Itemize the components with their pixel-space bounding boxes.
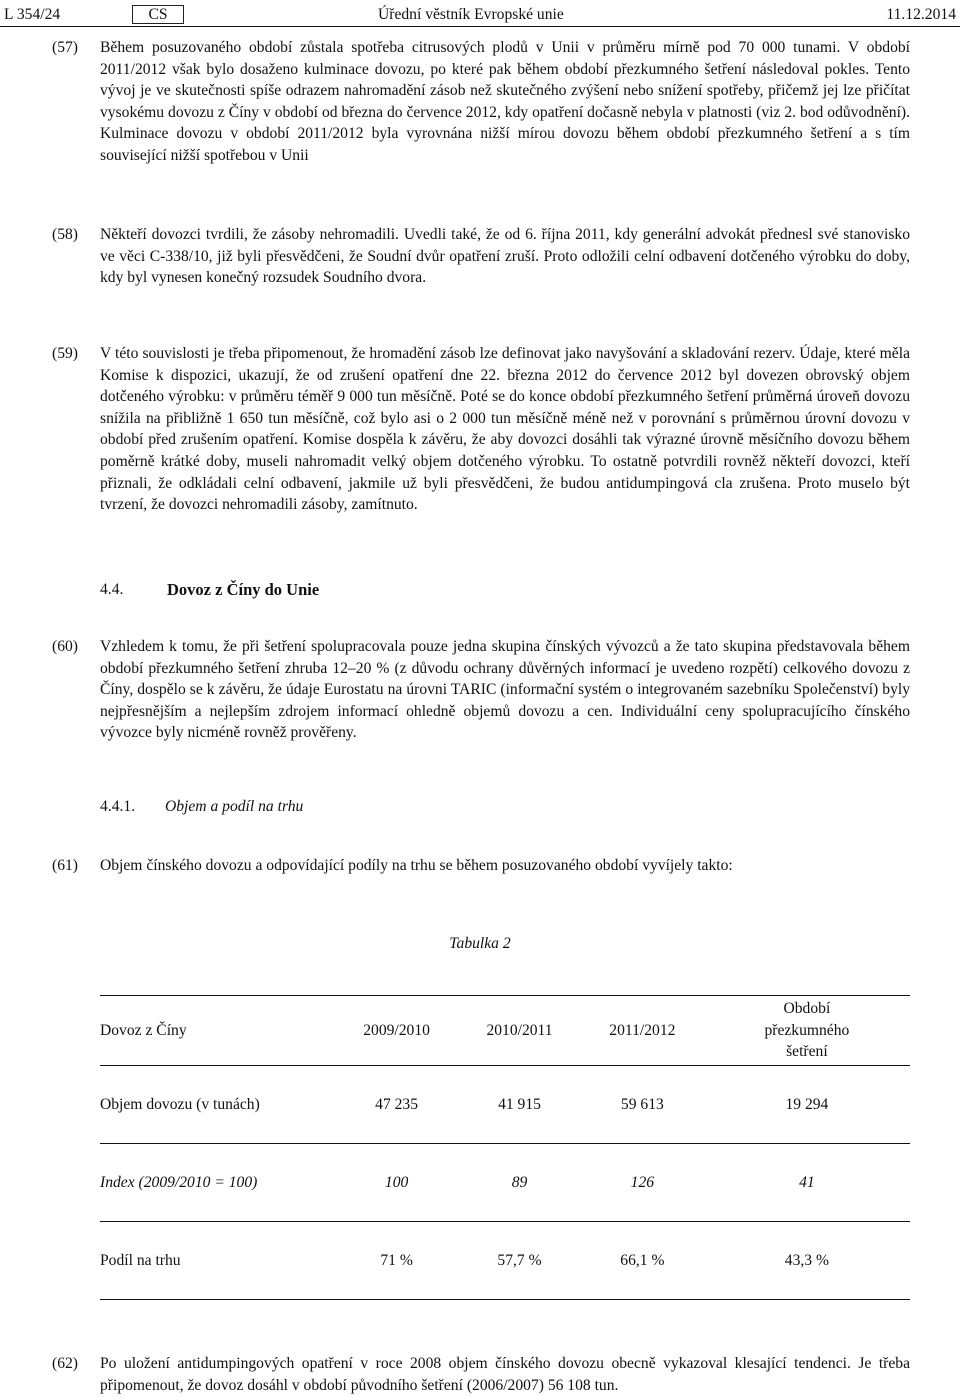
table-cell: 19 294 [704, 1066, 910, 1144]
table-header-cell: Dovoz z Číny [100, 996, 335, 1066]
table-cell: 126 [581, 1144, 704, 1222]
table-cell: 66,1 % [581, 1222, 704, 1300]
table-cell: 47 235 [335, 1066, 458, 1144]
table-header-cell: Období přezkumného šetření [704, 996, 910, 1066]
table-cell: Podíl na trhu [100, 1222, 335, 1300]
section-title: Dovoz z Číny do Unie [167, 580, 320, 599]
paragraph-number: (58) [52, 226, 78, 243]
paragraph-number: (60) [52, 638, 78, 655]
table-caption: Tabulka 2 [449, 935, 511, 952]
table-cell: 57,7 % [458, 1222, 581, 1300]
table-header-cell: 2011/2012 [581, 996, 704, 1066]
section-number: 4.4.1. [100, 798, 136, 815]
table-cell: 89 [458, 1144, 581, 1222]
page-header [0, 4, 960, 26]
table-header-row [100, 996, 910, 1066]
paragraph-text: Po uložení antidumpingových opatření v roce 2008 objem čínského dovozu obecně vykazoval klesající tendenci. Je třeba připomenout, že dovoz dosáhl v období původního šetření (2006/2007) 56 108 tun. [100, 1355, 910, 1394]
paragraph-number: (57) [52, 39, 78, 56]
paragraph-text: Během posuzovaného období zůstala spotřeba citrusových plodů v Unii v průměru mírně pod 70 000 tunami. V období 2011/2012 však bylo dosaženo kulminace dovozu, po které pak během období přezkumného šetření následoval pokles. Tento vývoj je ve skutečnosti spíše odrazem nahromadění zásob než skutečného zvýšení nebo snížení spotřeby, přičemž jej lze přičítat vysokému dovozu z Číny v období od března do července 2012, kdy opatření dočasně nebyla v platnosti (viz 2. bod odůvodnění). Kulminace dovozu v období 2011/2012 byla vyrovnána nižší mírou dovozu během období přezkumného šetření a s tím související nižší spotřebou v Unii [100, 39, 910, 164]
journal-title: Úřední věstník Evropské unie [378, 6, 564, 23]
paragraph-text: Vzhledem k tomu, že při šetření spolupracovala pouze jedna skupina čínských vývozců a že tato skupina představovala během období přezkumného šetření zhruba 12–20 % (z důvodu ochrany důvěrných informací je uvedeno rozpětí) celkového dovozu z Číny, dospělo se k závěru, že údaje Eurostatu na úrovni TARIC (informační systém o integrovaném sazebníku Společenství) byly nejpřesnějším a nejlepším zdrojem informací ohledně objemů dovozu a cen. Individuální ceny spolupracujícího čínského vývozce byly nicméně rovněž prověřeny. [100, 638, 910, 742]
section-title: Objem a podíl na trhu [165, 798, 304, 815]
table-header-cell: 2010/2011 [458, 996, 581, 1066]
table-row [100, 1066, 910, 1144]
paragraph-text: Objem čínského dovozu a odpovídající podíly na trhu se během posuzovaného období vyvíjely takto: [100, 857, 733, 874]
table-cell: Objem dovozu (v tunách) [100, 1066, 335, 1144]
table-cell: 41 [704, 1144, 910, 1222]
section-number: 4.4. [100, 581, 124, 598]
page-reference: L 354/24 [4, 6, 61, 23]
table-cell: 41 915 [458, 1066, 581, 1144]
table-cell: 59 613 [581, 1066, 704, 1144]
paragraph-number: (62) [52, 1355, 78, 1372]
import-volume-table [100, 995, 910, 1300]
table-cell: Index (2009/2010 = 100) [100, 1144, 335, 1222]
header-divider [0, 26, 960, 27]
paragraph-number: (61) [52, 857, 78, 874]
table-cell: 71 % [335, 1222, 458, 1300]
publication-date: 11.12.2014 [886, 6, 956, 23]
table-row [100, 1222, 910, 1300]
table-cell: 100 [335, 1144, 458, 1222]
table-cell: 43,3 % [704, 1222, 910, 1300]
paragraph-text: V této souvislosti je třeba připomenout, že hromadění zásob lze definovat jako navyšování a skladování rezerv. Údaje, které měla Komise k dispozici, ukazují, že od zrušení opatření dne 22. března 2012 do července 2012 byl dovezen obrovský objem dotčeného výrobku: v průměru téměř 9 000 tun měsíčně. Poté se do konce období přezkumného šetření průměrná úroveň dovozu snížila na přibližně 1 650 tun měsíčně, což bylo asi o 2 000 tun měsíčně méně než v porovnání s průměrnou úrovní dovozu v období před zrušením opatření. Komise dospěla k závěru, že aby dovozci dosáhli tak výrazné úrovně měsíčního dovozu během poměrně krátké doby, museli nahromadit velký objem dotčeného výrobku. To ostatně potvrdili rovněž někteří dovozci, kteří přiznali, že odkládali celní odbavení, jakmile už byli přesvědčeni, že budou antidumpingová cla zrušena. Proto muselo být tvrzení, že dovozci nehromadili zásoby, zamítnuto. [100, 345, 910, 514]
language-code-box: CS [132, 5, 184, 24]
paragraph-number: (59) [52, 345, 78, 362]
table-row [100, 1144, 910, 1222]
table-header-cell: 2009/2010 [335, 996, 458, 1066]
paragraph-text: Někteří dovozci tvrdili, že zásoby nehromadili. Uvedli také, že od 6. října 2011, kdy generální advokát přednesl své stanovisko ve věci C-338/10, již byli přesvědčeni, že Soudní dvůr opatření zruší. Proto odložili celní odbavení dotčeného výrobku do doby, kdy byl vynesen konečný rozsudek Soudního dvora. [100, 226, 910, 287]
